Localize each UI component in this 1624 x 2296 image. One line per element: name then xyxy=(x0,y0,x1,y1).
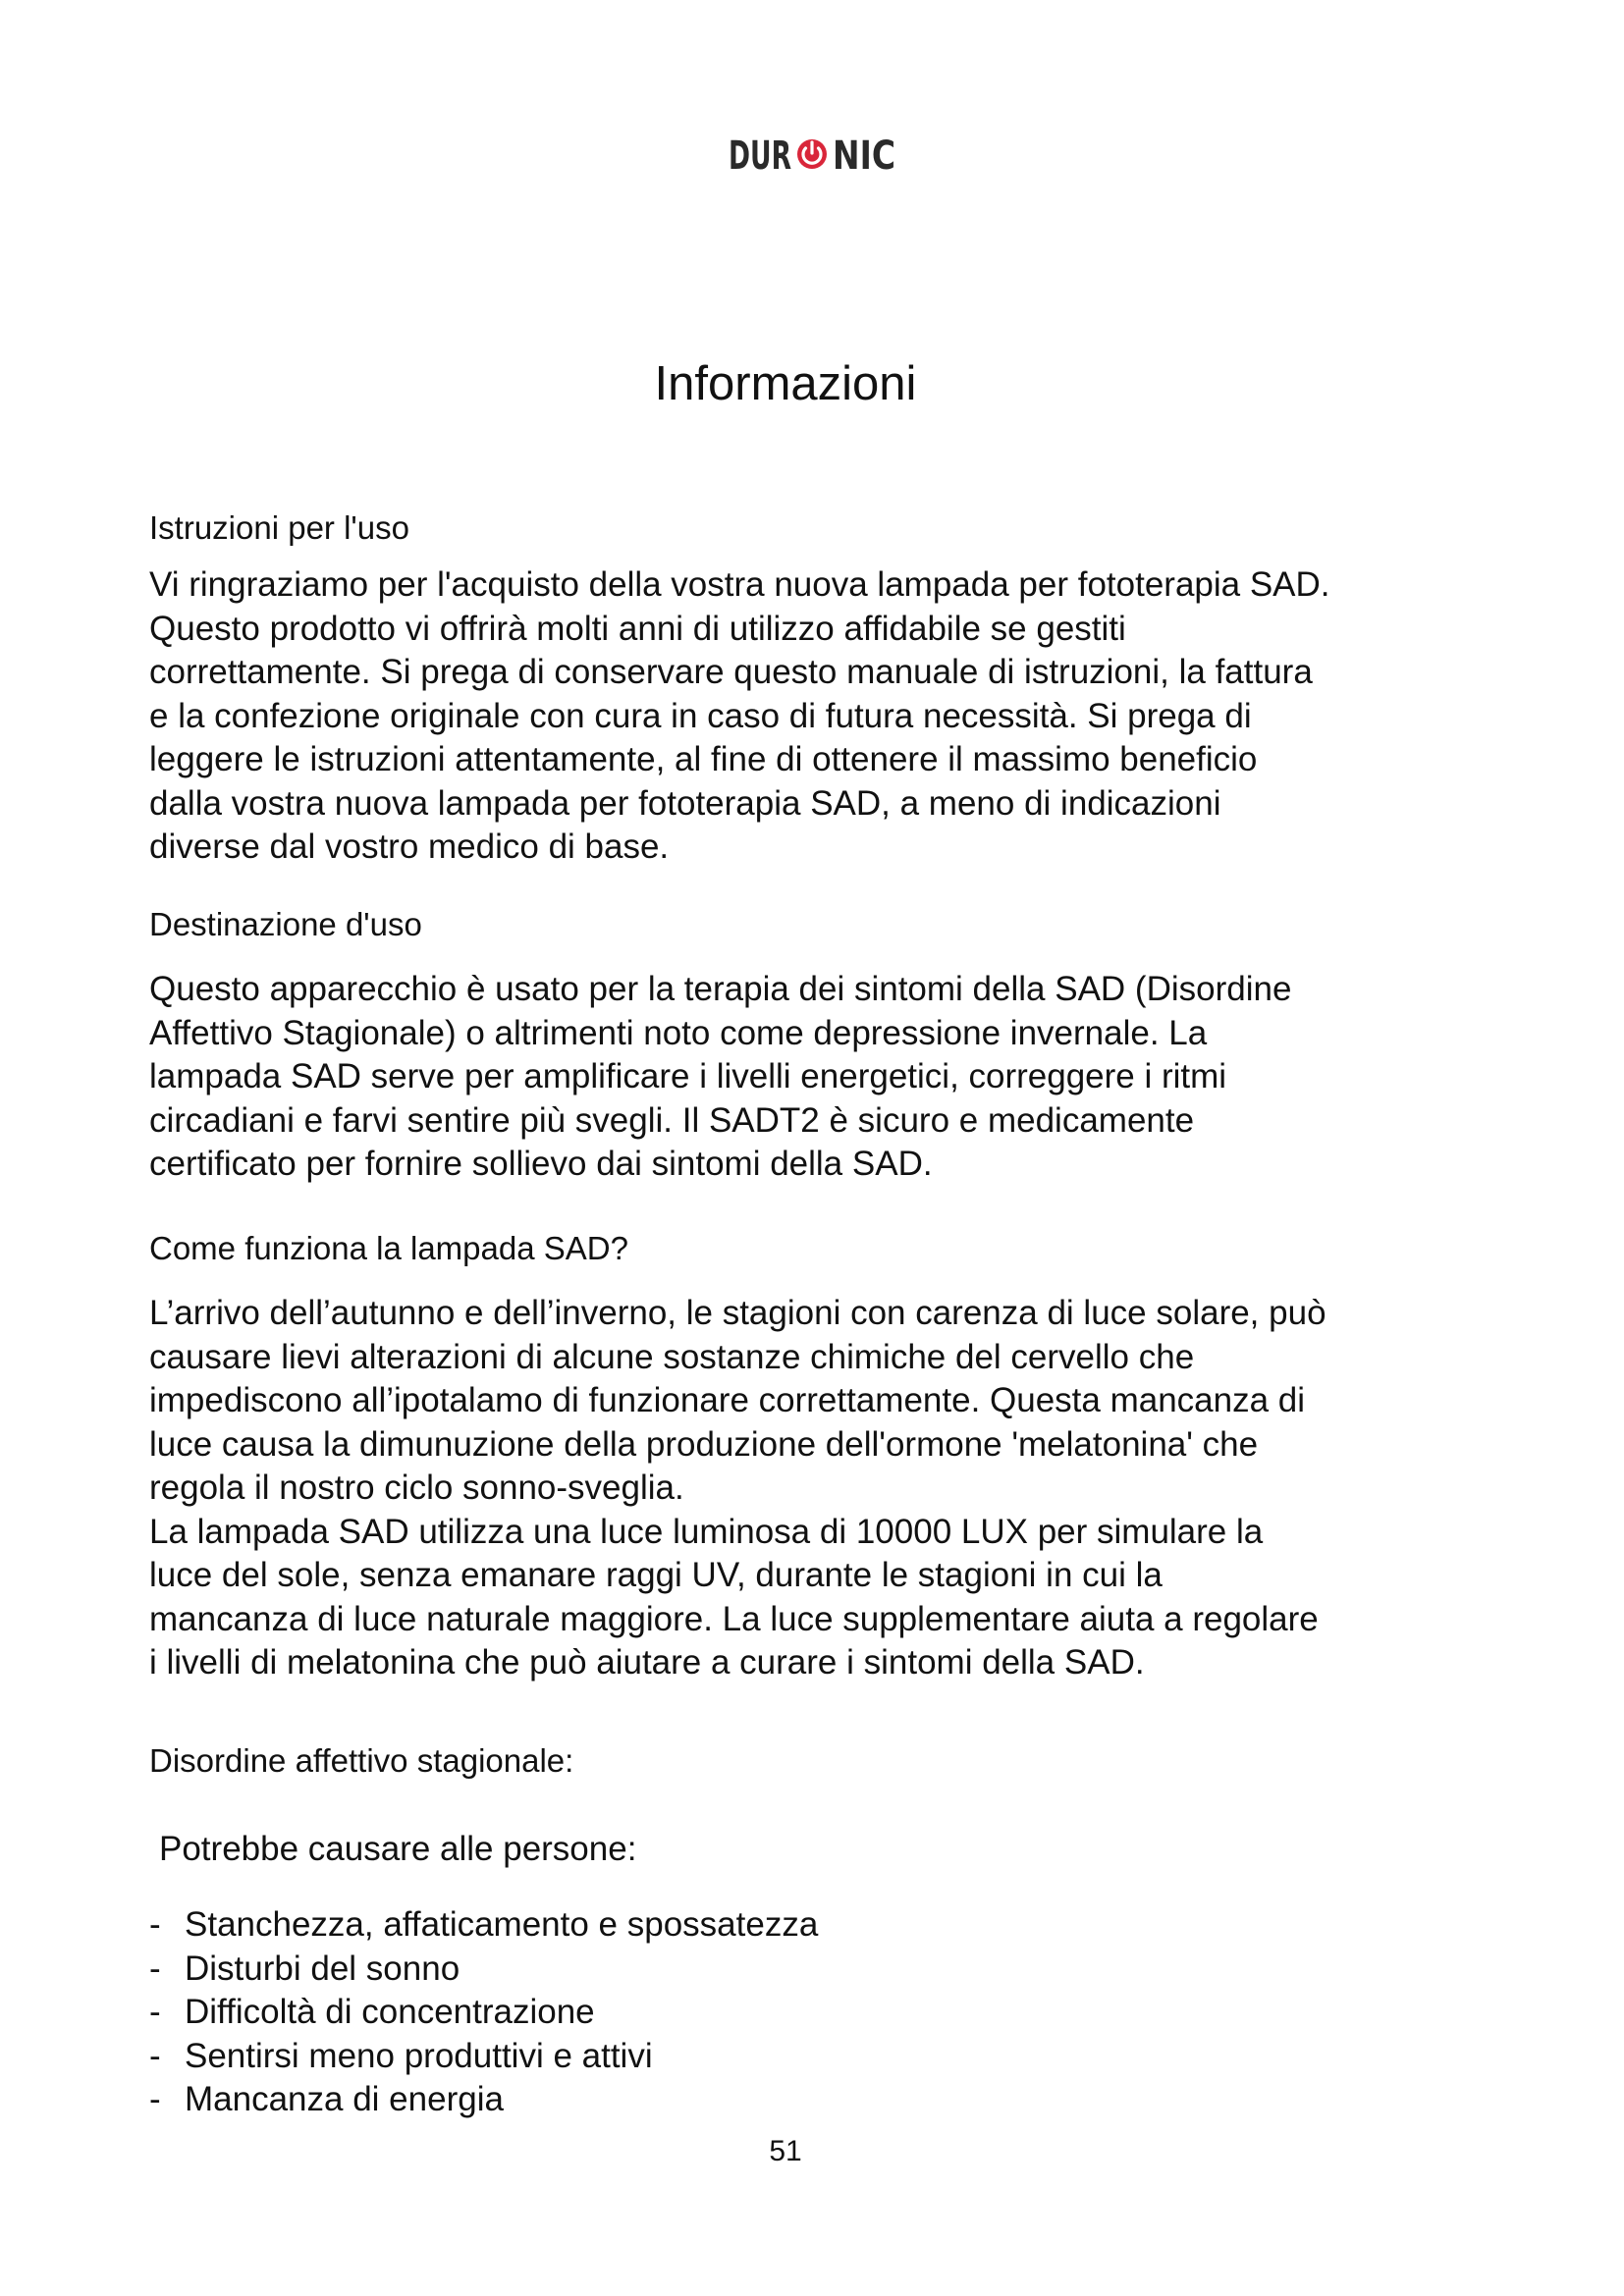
list-item: - Stanchezza, affaticamento e spossatezza xyxy=(149,1903,818,1948)
list-item: - Disturbi del sonno xyxy=(149,1948,818,1992)
page-number: 51 xyxy=(769,2135,802,2167)
section-heading-disordine: Disordine affettivo stagionale: xyxy=(149,1742,574,1779)
section-body-destinazione: Questo apparecchio è usato per la terapia dei sintomi della SAD (Disordine Affettivo Stagionale) o altrimenti noto come depressione invernale. La lampada SAD serve per amplificare i livelli energetici, correggere i ritmi circadiani e farvi sentire più svegli. Il SADT2 è sicuro e medicamente certificato per fornire sollievo dai sintomi della SAD. xyxy=(149,970,1292,1183)
list-item-text: Stanchezza, affaticamento e spossatezza xyxy=(185,1905,819,1944)
section-heading-funzionamento: Come funziona la lampada SAD? xyxy=(149,1230,628,1266)
section-intro-disordine: Potrebbe causare alle persone: xyxy=(159,1830,637,1868)
list-item-text: Disturbi del sonno xyxy=(185,1949,460,1988)
list-item-text: Difficoltà di concentrazione xyxy=(185,1993,595,2031)
brand-logo xyxy=(0,133,1624,177)
list-item: - Sentirsi meno produttivi e attivi xyxy=(149,2035,818,2079)
list-item: - Difficoltà di concentrazione xyxy=(149,1991,818,2035)
list-item-text: Sentirsi meno produttivi e attivi xyxy=(185,2036,653,2075)
symptoms-list xyxy=(149,1903,818,2122)
page-title: Informazioni xyxy=(654,357,917,410)
list-item-text: Mancanza di energia xyxy=(185,2080,504,2118)
list-item: - Mancanza di energia xyxy=(149,2078,818,2122)
logo-text-left: DUR xyxy=(729,133,791,179)
section-body-istruzioni: Vi ringraziamo per l'acquisto della vostra nuova lampada per fototerapia SAD. Questo prodotto vi offrirà molti anni di utilizzo affidabile se gestiti correttamente. Si prega di conservare questo manuale di istruzioni, la fattura e la confezione originale con cura in caso di futura necessità. Si prega di leggere le istruzioni attentamente, al fine di ottenere il massimo beneficio dalla vostra nuova lampada per fototerapia SAD, a meno di indicazioni diverse dal vostro medico di base. xyxy=(149,565,1330,866)
section-heading-istruzioni: Istruzioni per l'uso xyxy=(149,509,409,546)
section-body-funzionamento: L’arrivo dell’autunno e dell’inverno, le stagioni con carenza di luce solare, può causare lievi alterazioni di alcune sostanze chimiche del cervello che impediscono all’ipotalamo di funzionare correttamente. Questa mancanza di luce causa la dimunuzione della produzione dell'ormone 'melatonina' che regola il nostro ciclo sonno-sveglia. La lampada SAD utilizza una luce luminosa di 10000 LUX per simulare la luce del sole, senza emanare raggi UV, durante le stagioni in cui la mancanza di luce naturale maggiore. La luce supplementare aiuta a regolare i livelli di melatonina che può aiutare a curare i sintomi della SAD. xyxy=(149,1294,1326,1682)
section-heading-destinazione: Destinazione d'uso xyxy=(149,906,422,942)
power-icon xyxy=(797,139,827,169)
logo-text-right: NIC xyxy=(833,133,895,179)
duronic-logo xyxy=(729,133,895,179)
